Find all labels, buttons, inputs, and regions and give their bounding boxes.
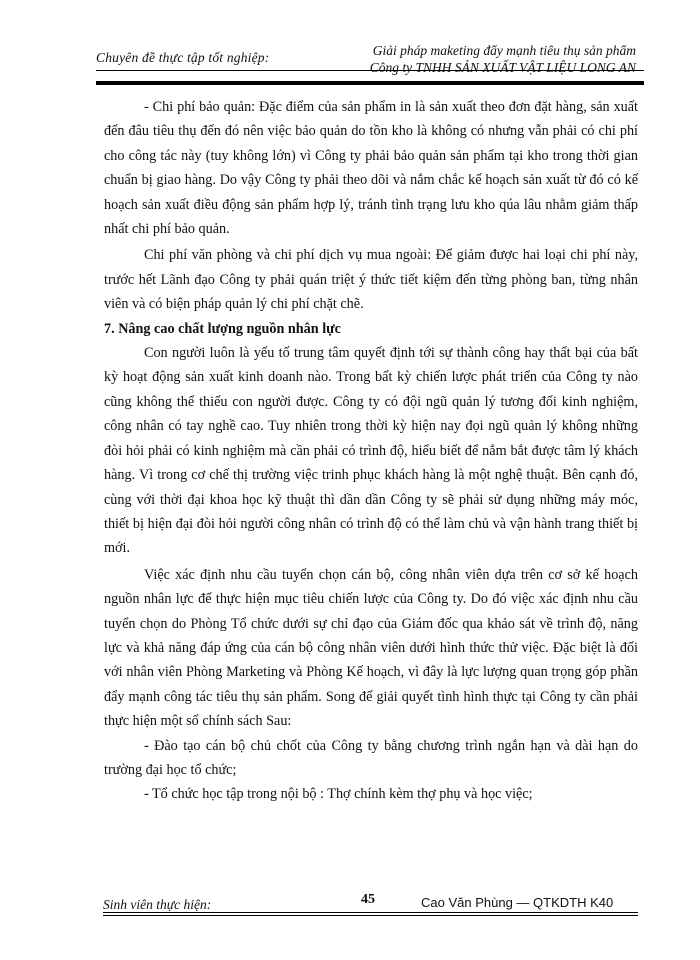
footer-author: Cao Văn Phùng — QTKDTH K40 <box>421 895 614 910</box>
paragraph-office-cost: Chi phí văn phòng và chi phí dịch vụ mua ngoài: Để giảm được hai loại chi phí này, trước hết Lãnh đạo Công ty phải quán triệt ý thức tiết kiệm đến từng phòng ban, từng nhân viên và có biện pháp quản lý chi phí chặt chẽ. <box>104 247 638 313</box>
page-number: 45 <box>361 892 375 907</box>
paragraph-recruitment: Việc xác định nhu cầu tuyển chọn cán bộ, công nhân viên dựa trên cơ sở kế hoạch nguồn nhân lực để thực hiện mục tiêu chiến lược của Công ty. Do đó việc xác định nhu cầu tuyển chọn do Phòng Tổ chức dưới sự chỉ đạo của Giám đốc qua khảo sát về trình độ, năng lực và khả năng đáp ứng của cán bộ công nhân viên dưới hình thức thử việc. Đặc biệt là đối với nhân viên Phòng Marketing và Phòng Kế hoạch, vì đây là lực lượng quan trọng góp phần đẩy mạnh công tác tiêu thụ sản phẩm. Song để giải quyết tình hình thực tại Công ty cần phải thực hiện một số chính sách Sau: <box>104 566 638 730</box>
paragraph-human-factor: Con người luôn là yếu tố trung tâm quyết định tới sự thành công hay thất bại của bất kỳ hoạt động sản xuất kinh doanh nào. Trong bất kỳ chiến lược phát triển của Công ty nào cũng không thể thiếu con người được. Công ty có đội ngũ quản lý tương đối kinh nghiệm, công nhân có tay nghề cao. Tuy nhiên trong thời kỳ hiện nay đọi ngũ quản lý không những đòi hỏi phải có kinh nghiệm mà cần phải có trình độ, hiểu biết để nắm bắt được tâm lý khách hàng. Vì trong cơ chế thị trường việc trinh phục khách hàng là một nghệ thuật. Bên cạnh đó, cùng với thời đại khoa học kỹ thuật thì dần dần Công ty sẽ phải sử dụng những máy móc, thiết bị hiện đại đòi hỏi người công nhân có trình độ có thể làm chủ và vận hành trang thiết bị mới. <box>104 345 638 557</box>
paragraph-training: - Đào tạo cán bộ chủ chốt của Công ty bằng chương trình ngắn hạn và dài hạn do trường đại học tổ chức; <box>104 737 638 778</box>
paragraph-internal-learning: - Tổ chức học tập trong nội bộ : Thợ chính kèm thợ phụ và học việc; <box>144 786 533 803</box>
paragraph-storage-cost: - Chi phí bảo quản: Đặc điểm của sản phẩm in là sản xuất theo đơn đặt hàng, sản xuất đến đâu tiêu thụ đến đó nên việc bảo quản do tồn kho là không có nhưng vẫn phải có chi phí cho công tác này (tuy không lớn) vì Công ty phải bảo quản sản phẩm tại kho trong thời gian chuẩn bị giao hàng. Do vậy Công ty phải theo dõi và nắm chắc kế hoạch sản xuất từ đó có kế hoạch sản xuất điều động sản phẩm hợp lý, tránh tình trạng lưu kho qúa lâu nhằm giảm thấp nhất chi phí bảo quản. <box>104 99 638 238</box>
header-double-rule <box>96 81 644 85</box>
page-body <box>104 95 638 807</box>
page-header <box>96 43 644 84</box>
footer-rule-thin <box>103 915 638 916</box>
header-right-line2: Công ty TNHH SẢN XUẤT VẬT LIỆU LONG AN <box>369 60 636 75</box>
header-rule <box>96 70 644 71</box>
header-right-line1: Giải pháp maketing đẩy mạnh tiêu thụ sản phẩm <box>372 43 636 58</box>
footer-student-label: Sinh viên thực hiện: <box>103 897 212 912</box>
header-left-title: Chuyên đề thực tập tốt nghiệp: <box>96 50 270 65</box>
footer-rule <box>103 912 638 913</box>
section-heading: 7. Nâng cao chất lượng nguồn nhân lực <box>104 320 341 337</box>
